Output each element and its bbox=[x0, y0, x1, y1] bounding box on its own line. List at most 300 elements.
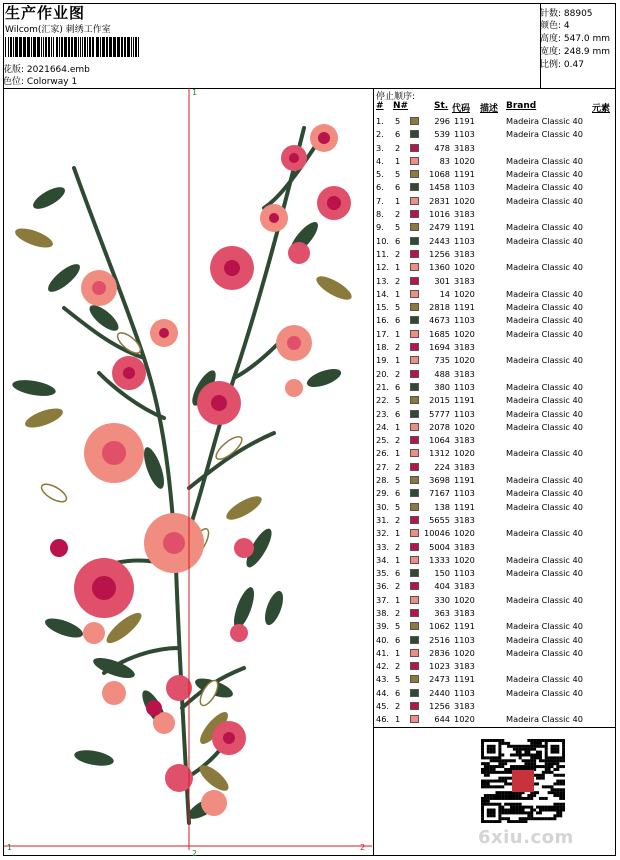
row-brand: Madeira Classic 40 bbox=[506, 647, 583, 658]
row-swatch bbox=[410, 356, 419, 364]
row-code: 3183 bbox=[454, 275, 475, 286]
row-stitches: 1256 bbox=[429, 248, 450, 259]
sequence-row bbox=[374, 474, 614, 487]
row-number: 39. bbox=[376, 621, 390, 632]
row-number: 17. bbox=[376, 328, 390, 339]
row-code: 1191 bbox=[454, 395, 475, 406]
row-number: 1. bbox=[376, 116, 384, 126]
row-needle: 1 bbox=[395, 528, 401, 539]
row-needle: 1 bbox=[395, 288, 401, 299]
sequence-row bbox=[374, 181, 614, 194]
row-needle: 1 bbox=[395, 355, 401, 366]
row-needle: 2 bbox=[395, 701, 401, 712]
row-needle: 6 bbox=[395, 315, 401, 326]
row-brand: Madeira Classic 40 bbox=[506, 222, 583, 233]
stat-width: 宽度: 248.9 mm bbox=[540, 47, 611, 57]
row-stitches: 1333 bbox=[429, 554, 450, 565]
row-number: 40. bbox=[376, 634, 390, 645]
row-needle: 1 bbox=[395, 714, 401, 725]
row-stitches: 735 bbox=[434, 355, 450, 366]
row-number: 30. bbox=[376, 501, 390, 512]
sequence-row bbox=[374, 620, 614, 633]
col-brand: Brand bbox=[506, 101, 537, 111]
row-number: 4. bbox=[376, 155, 384, 166]
row-needle: 6 bbox=[395, 634, 401, 645]
row-number: 14. bbox=[376, 288, 390, 299]
sequence-row bbox=[374, 647, 614, 660]
row-code: 3183 bbox=[454, 607, 475, 618]
stop-sequence-title: 停止顺序: bbox=[376, 92, 416, 102]
col-needle: N# bbox=[393, 101, 409, 111]
sequence-row bbox=[374, 208, 614, 221]
row-stitches: 1016 bbox=[429, 209, 450, 220]
row-needle: 6 bbox=[395, 408, 401, 419]
row-needle: 6 bbox=[395, 488, 401, 499]
row-needle: 1 bbox=[395, 448, 401, 459]
row-brand: Madeira Classic 40 bbox=[506, 381, 583, 392]
row-code: 3183 bbox=[454, 368, 475, 379]
row-swatch bbox=[410, 622, 419, 630]
row-needle: 2 bbox=[395, 248, 401, 259]
row-number: 42. bbox=[376, 661, 390, 672]
row-number: 46. bbox=[376, 714, 390, 725]
row-code: 1020 bbox=[454, 262, 475, 273]
row-needle: 1 bbox=[395, 421, 401, 432]
row-stitches: 301 bbox=[434, 275, 450, 286]
qr-divider bbox=[373, 727, 615, 728]
sequence-row bbox=[374, 288, 614, 301]
sequence-row bbox=[374, 235, 614, 248]
row-brand: Madeira Classic 40 bbox=[506, 262, 583, 273]
row-needle: 1 bbox=[395, 195, 401, 206]
sequence-row bbox=[374, 487, 614, 500]
row-swatch bbox=[410, 290, 419, 298]
row-stitches: 4673 bbox=[429, 315, 450, 326]
row-needle: 2 bbox=[395, 541, 401, 552]
row-number: 35. bbox=[376, 568, 390, 579]
sequence-row bbox=[374, 248, 614, 261]
row-swatch bbox=[410, 183, 419, 191]
sequence-row bbox=[374, 142, 614, 155]
row-needle: 2 bbox=[395, 435, 401, 446]
row-brand: Madeira Classic 40 bbox=[506, 408, 583, 419]
row-code: 1020 bbox=[454, 328, 475, 339]
row-code: 3183 bbox=[454, 209, 475, 220]
row-brand: Madeira Classic 40 bbox=[506, 302, 583, 313]
row-brand: Madeira Classic 40 bbox=[506, 315, 583, 326]
row-stitches: 1458 bbox=[429, 182, 450, 193]
row-number: 5. bbox=[376, 169, 384, 180]
row-swatch bbox=[410, 410, 419, 418]
row-number: 9. bbox=[376, 222, 384, 233]
row-swatch bbox=[410, 170, 419, 178]
sequence-row bbox=[374, 713, 614, 726]
row-needle: 2 bbox=[395, 461, 401, 472]
row-stitches: 2831 bbox=[429, 195, 450, 206]
row-number: 36. bbox=[376, 581, 390, 592]
row-code: 3183 bbox=[454, 514, 475, 525]
row-stitches: 2818 bbox=[429, 302, 450, 313]
row-needle: 2 bbox=[395, 581, 401, 592]
row-swatch bbox=[410, 343, 419, 351]
row-needle: 5 bbox=[395, 501, 401, 512]
row-brand: Madeira Classic 40 bbox=[506, 328, 583, 339]
row-brand: Madeira Classic 40 bbox=[506, 155, 583, 166]
sequence-row bbox=[374, 687, 614, 700]
row-swatch bbox=[410, 144, 419, 152]
row-swatch bbox=[410, 636, 419, 644]
row-brand: Madeira Classic 40 bbox=[506, 488, 583, 499]
stat-stitches: 针数: 88905 bbox=[540, 9, 593, 19]
sequence-row bbox=[374, 261, 614, 274]
row-swatch bbox=[410, 263, 419, 271]
row-swatch bbox=[410, 463, 419, 471]
row-swatch bbox=[410, 197, 419, 205]
row-brand: Madeira Classic 40 bbox=[506, 621, 583, 632]
row-stitches: 2078 bbox=[429, 421, 450, 432]
row-stitches: 2836 bbox=[429, 647, 450, 658]
colorway-label: 色位: bbox=[3, 77, 25, 87]
row-swatch bbox=[410, 130, 419, 138]
stat-height: 高度: 547.0 mm bbox=[540, 34, 611, 44]
row-stitches: 1685 bbox=[429, 328, 450, 339]
row-needle: 1 bbox=[395, 594, 401, 605]
row-needle: 6 bbox=[395, 129, 401, 140]
row-brand: Madeira Classic 40 bbox=[506, 288, 583, 299]
row-code: 1191 bbox=[454, 501, 475, 512]
row-stitches: 83 bbox=[439, 155, 450, 166]
row-code: 1020 bbox=[454, 355, 475, 366]
sequence-row bbox=[374, 673, 614, 686]
stat-scale: 比例: 0.47 bbox=[540, 60, 584, 70]
sequence-row bbox=[374, 314, 614, 327]
row-brand: Madeira Classic 40 bbox=[506, 714, 583, 725]
sequence-row bbox=[374, 421, 614, 434]
sequence-row bbox=[374, 447, 614, 460]
sequence-row bbox=[374, 368, 614, 381]
row-swatch bbox=[410, 529, 419, 537]
row-stitches: 5004 bbox=[429, 541, 450, 552]
row-swatch bbox=[410, 662, 419, 670]
design-file-value: 2021664.emb bbox=[26, 65, 90, 75]
guide-label-bottom-left: 1 bbox=[7, 843, 13, 852]
row-code: 1103 bbox=[454, 235, 475, 246]
row-swatch bbox=[410, 210, 419, 218]
row-stitches: 380 bbox=[434, 381, 450, 392]
guide-label-top: 1 bbox=[192, 88, 198, 97]
row-swatch bbox=[410, 223, 419, 231]
design-file-label: 花版: bbox=[3, 65, 25, 75]
row-number: 43. bbox=[376, 674, 390, 685]
row-swatch bbox=[410, 449, 419, 457]
sequence-row bbox=[374, 115, 614, 128]
row-stitches: 1068 bbox=[429, 169, 450, 180]
row-code: 1020 bbox=[454, 195, 475, 206]
sequence-row bbox=[374, 700, 614, 713]
row-stitches: 2473 bbox=[429, 674, 450, 685]
row-brand: Madeira Classic 40 bbox=[506, 116, 583, 126]
row-number: 26. bbox=[376, 448, 390, 459]
sequence-list bbox=[374, 115, 614, 727]
row-number: 31. bbox=[376, 514, 390, 525]
row-code: 3183 bbox=[454, 342, 475, 353]
row-code: 1191 bbox=[454, 475, 475, 486]
sequence-row bbox=[374, 328, 614, 341]
row-needle: 6 bbox=[395, 687, 401, 698]
row-needle: 2 bbox=[395, 209, 401, 220]
row-swatch bbox=[410, 609, 419, 617]
row-swatch bbox=[410, 556, 419, 564]
row-brand: Madeira Classic 40 bbox=[506, 687, 583, 698]
sequence-row bbox=[374, 594, 614, 607]
row-swatch bbox=[410, 436, 419, 444]
row-needle: 6 bbox=[395, 568, 401, 579]
row-number: 45. bbox=[376, 701, 390, 712]
row-swatch bbox=[410, 423, 419, 431]
row-swatch bbox=[410, 383, 419, 391]
row-code: 1020 bbox=[454, 554, 475, 565]
row-needle: 1 bbox=[395, 155, 401, 166]
sequence-row bbox=[374, 527, 614, 540]
sequence-row bbox=[374, 394, 614, 407]
row-code: 1020 bbox=[454, 448, 475, 459]
row-stitches: 1023 bbox=[429, 661, 450, 672]
row-stitches: 10046 bbox=[424, 528, 451, 539]
sequence-row bbox=[374, 434, 614, 447]
row-stitches: 2516 bbox=[429, 634, 450, 645]
row-code: 3183 bbox=[454, 701, 475, 712]
row-needle: 5 bbox=[395, 674, 401, 685]
row-needle: 2 bbox=[395, 661, 401, 672]
row-code: 3183 bbox=[454, 142, 475, 153]
row-code: 1020 bbox=[454, 421, 475, 432]
col-code: 代码 bbox=[452, 104, 471, 114]
row-code: 1103 bbox=[454, 182, 475, 193]
sequence-row bbox=[374, 554, 614, 567]
row-swatch bbox=[410, 543, 419, 551]
row-stitches: 1694 bbox=[429, 342, 450, 353]
sequence-row bbox=[374, 660, 614, 673]
row-swatch bbox=[410, 157, 419, 165]
row-needle: 5 bbox=[395, 621, 401, 632]
sequence-row bbox=[374, 408, 614, 421]
page-title: 生产作业图 bbox=[5, 4, 86, 22]
row-stitches: 330 bbox=[434, 594, 450, 605]
row-brand: Madeira Classic 40 bbox=[506, 594, 583, 605]
row-needle: 5 bbox=[395, 222, 401, 233]
sequence-row bbox=[374, 354, 614, 367]
stat-colors: 颜色: 4 bbox=[540, 21, 570, 31]
row-number: 8. bbox=[376, 209, 384, 220]
colorway bbox=[3, 74, 77, 87]
row-stitches: 1256 bbox=[429, 701, 450, 712]
row-code: 3183 bbox=[454, 541, 475, 552]
row-swatch bbox=[410, 316, 419, 324]
row-brand: Madeira Classic 40 bbox=[506, 182, 583, 193]
row-needle: 1 bbox=[395, 328, 401, 339]
sequence-row bbox=[374, 155, 614, 168]
sequence-row bbox=[374, 128, 614, 141]
row-number: 24. bbox=[376, 421, 390, 432]
row-stitches: 1064 bbox=[429, 435, 450, 446]
row-stitches: 2440 bbox=[429, 687, 450, 698]
guide-label-bottom-center: 2 bbox=[192, 849, 198, 858]
row-number: 13. bbox=[376, 275, 390, 286]
row-needle: 2 bbox=[395, 275, 401, 286]
row-code: 1103 bbox=[454, 687, 475, 698]
row-code: 1103 bbox=[454, 381, 475, 392]
col-desc: 描述 bbox=[480, 104, 499, 114]
row-code: 1020 bbox=[454, 714, 475, 725]
row-brand: Madeira Classic 40 bbox=[506, 169, 583, 180]
sequence-row bbox=[374, 275, 614, 288]
row-stitches: 1360 bbox=[429, 262, 450, 273]
row-code: 1020 bbox=[454, 528, 475, 539]
row-swatch bbox=[410, 715, 419, 723]
row-code: 3183 bbox=[454, 461, 475, 472]
row-code: 3183 bbox=[454, 248, 475, 259]
row-code: 1191 bbox=[454, 222, 475, 233]
guide-lines bbox=[4, 88, 372, 850]
company-name: Wilcom(汇家) 刺绣工作室 bbox=[5, 25, 111, 35]
row-code: 3183 bbox=[454, 661, 475, 672]
row-stitches: 7167 bbox=[429, 488, 450, 499]
row-brand: Madeira Classic 40 bbox=[506, 395, 583, 406]
sequence-row bbox=[374, 514, 614, 527]
row-swatch bbox=[410, 489, 419, 497]
row-code: 1103 bbox=[454, 408, 475, 419]
row-number: 33. bbox=[376, 541, 390, 552]
row-code: 1103 bbox=[454, 634, 475, 645]
row-needle: 5 bbox=[395, 395, 401, 406]
row-number: 12. bbox=[376, 262, 390, 273]
row-brand: Madeira Classic 40 bbox=[506, 421, 583, 432]
row-needle: 2 bbox=[395, 368, 401, 379]
row-number: 2. bbox=[376, 129, 384, 140]
row-code: 1103 bbox=[454, 129, 475, 140]
col-stitches: St. bbox=[434, 101, 449, 111]
row-number: 19. bbox=[376, 355, 390, 366]
row-brand: Madeira Classic 40 bbox=[506, 568, 583, 579]
row-stitches: 14 bbox=[439, 288, 450, 299]
row-number: 23. bbox=[376, 408, 390, 419]
colorway-value: Colorway 1 bbox=[26, 77, 78, 87]
row-code: 1191 bbox=[454, 116, 475, 126]
row-code: 3183 bbox=[454, 435, 475, 446]
row-brand: Madeira Classic 40 bbox=[506, 475, 583, 486]
row-swatch bbox=[410, 330, 419, 338]
row-code: 1103 bbox=[454, 568, 475, 579]
row-stitches: 224 bbox=[434, 461, 450, 472]
row-code: 1191 bbox=[454, 621, 475, 632]
row-number: 37. bbox=[376, 594, 390, 605]
row-swatch bbox=[410, 237, 419, 245]
sequence-header bbox=[374, 101, 614, 113]
sequence-row bbox=[374, 541, 614, 554]
row-needle: 1 bbox=[395, 554, 401, 565]
row-code: 1020 bbox=[454, 155, 475, 166]
row-stitches: 3698 bbox=[429, 475, 450, 486]
row-swatch bbox=[410, 689, 419, 697]
sequence-row bbox=[374, 195, 614, 208]
sequence-row bbox=[374, 607, 614, 620]
row-swatch bbox=[410, 582, 419, 590]
row-brand: Madeira Classic 40 bbox=[506, 235, 583, 246]
row-needle: 2 bbox=[395, 607, 401, 618]
row-stitches: 478 bbox=[434, 142, 450, 153]
row-number: 27. bbox=[376, 461, 390, 472]
row-needle: 2 bbox=[395, 514, 401, 525]
row-stitches: 296 bbox=[434, 116, 450, 126]
row-code: 3183 bbox=[454, 581, 475, 592]
row-stitches: 2443 bbox=[429, 235, 450, 246]
sequence-row bbox=[374, 341, 614, 354]
row-brand: Madeira Classic 40 bbox=[506, 355, 583, 366]
guide-label-bottom-right: 2 bbox=[360, 843, 366, 852]
row-stitches: 644 bbox=[434, 714, 450, 725]
row-code: 1103 bbox=[454, 315, 475, 326]
row-brand: Madeira Classic 40 bbox=[506, 501, 583, 512]
sequence-row bbox=[374, 221, 614, 234]
row-brand: Madeira Classic 40 bbox=[506, 195, 583, 206]
row-code: 1191 bbox=[454, 169, 475, 180]
col-num: # bbox=[376, 101, 384, 111]
sequence-row bbox=[374, 461, 614, 474]
row-number: 20. bbox=[376, 368, 390, 379]
row-needle: 2 bbox=[395, 142, 401, 153]
row-stitches: 1312 bbox=[429, 448, 450, 459]
row-code: 1020 bbox=[454, 594, 475, 605]
sequence-row bbox=[374, 168, 614, 181]
row-brand: Madeira Classic 40 bbox=[506, 448, 583, 459]
row-number: 34. bbox=[376, 554, 390, 565]
qr-code bbox=[481, 739, 565, 823]
row-brand: Madeira Classic 40 bbox=[506, 129, 583, 140]
row-stitches: 2015 bbox=[429, 395, 450, 406]
sequence-row bbox=[374, 381, 614, 394]
row-needle: 5 bbox=[395, 302, 401, 313]
row-brand: Madeira Classic 40 bbox=[506, 528, 583, 539]
row-swatch bbox=[410, 596, 419, 604]
row-swatch bbox=[410, 250, 419, 258]
row-number: 29. bbox=[376, 488, 390, 499]
row-number: 6. bbox=[376, 182, 384, 193]
row-stitches: 488 bbox=[434, 368, 450, 379]
row-swatch bbox=[410, 396, 419, 404]
row-number: 11. bbox=[376, 248, 390, 259]
embroidery-preview bbox=[4, 88, 372, 850]
row-needle: 1 bbox=[395, 262, 401, 273]
row-stitches: 138 bbox=[434, 501, 450, 512]
row-swatch bbox=[410, 370, 419, 378]
col-element: 元素 bbox=[592, 104, 611, 114]
row-swatch bbox=[410, 675, 419, 683]
row-code: 1020 bbox=[454, 647, 475, 658]
row-code: 1020 bbox=[454, 288, 475, 299]
row-code: 1191 bbox=[454, 674, 475, 685]
row-swatch bbox=[410, 117, 419, 125]
row-needle: 6 bbox=[395, 381, 401, 392]
row-number: 3. bbox=[376, 142, 384, 153]
row-needle: 1 bbox=[395, 647, 401, 658]
sequence-row bbox=[374, 580, 614, 593]
row-number: 22. bbox=[376, 395, 390, 406]
row-number: 41. bbox=[376, 647, 390, 658]
row-swatch bbox=[410, 702, 419, 710]
row-swatch bbox=[410, 649, 419, 657]
row-needle: 6 bbox=[395, 182, 401, 193]
row-number: 21. bbox=[376, 381, 390, 392]
